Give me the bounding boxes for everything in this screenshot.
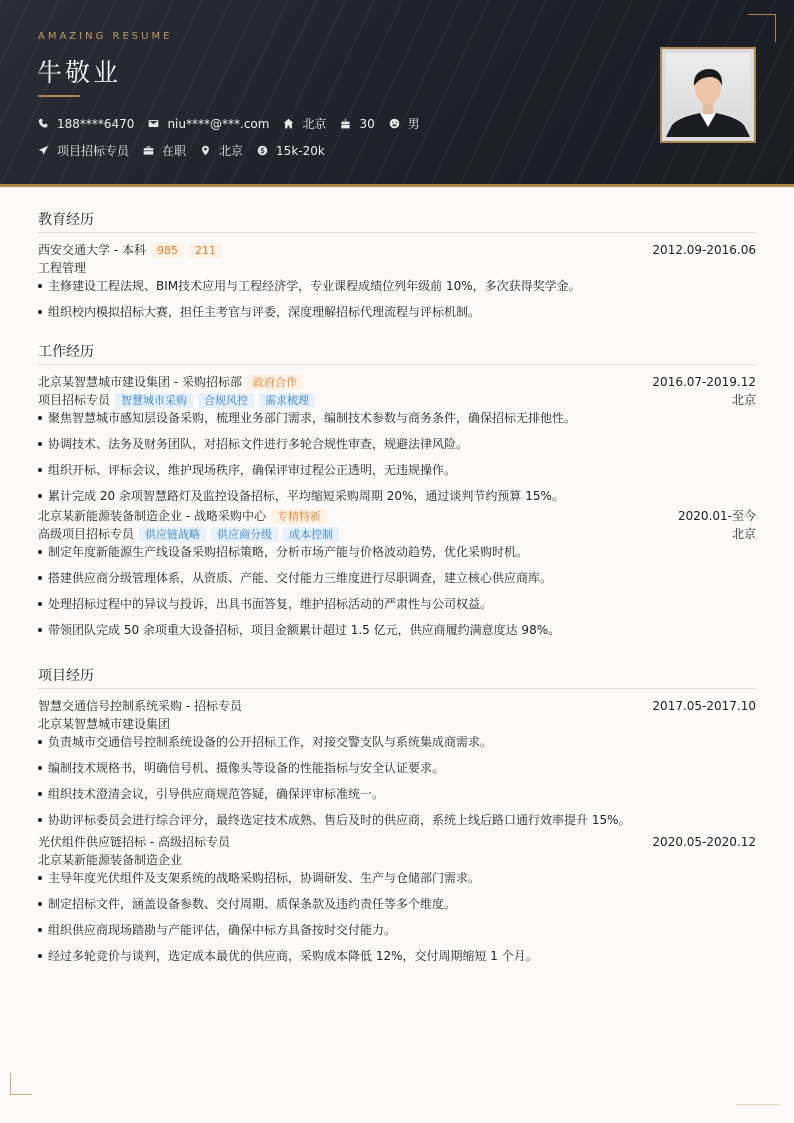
bullet-item: 搭建供应商分级管理体系，从资质、产能、交付能力三维度进行尽职调查，建立核心供应商库。 bbox=[38, 569, 756, 595]
residence-info bbox=[283, 115, 326, 132]
project-bullets bbox=[38, 733, 756, 829]
work-entry bbox=[38, 373, 756, 505]
bullet-item: 聚焦智慧城市感知层设备采购，梳理业务部门需求，编制技术参数与商务条件，确保招标无排他性。 bbox=[38, 409, 756, 435]
project-entry bbox=[38, 833, 756, 973]
major: 工程管理 bbox=[38, 261, 87, 275]
phone-icon bbox=[38, 118, 49, 129]
bullet-item: 制定年度新能源生产线设备采购招标策略，分析市场产能与价格波动趋势，优化采购时机。 bbox=[38, 543, 756, 569]
footer-ornament-line bbox=[736, 1104, 780, 1105]
location-icon bbox=[200, 145, 211, 156]
name-underline bbox=[38, 95, 80, 97]
bullet-item: 组织开标、评标会议，维护现场秩序，确保评审过程公正透明，无违规操作。 bbox=[38, 461, 756, 487]
email-info bbox=[148, 117, 269, 131]
project-org-row bbox=[38, 851, 756, 869]
header-divider bbox=[0, 184, 794, 187]
project-entry bbox=[38, 697, 756, 829]
candidate-name: 牛敬业 bbox=[37, 58, 122, 87]
position-info bbox=[38, 142, 129, 159]
role-tag: 合规风控 bbox=[198, 393, 254, 408]
work-bullets bbox=[38, 409, 756, 505]
status-info bbox=[143, 142, 186, 159]
bullet-item: 协助评标委员会进行综合评分，最终选定技术成熟、售后及时的供应商，系统上线后路口通行效率提升 15%。 bbox=[38, 811, 756, 829]
project-name: 光伏组件供应链招标 - 高级招标专员 bbox=[38, 835, 230, 849]
role-tag: 供应链战略 bbox=[139, 527, 206, 542]
bullet-item: 组织供应商现场踏勘与产能评估，确保中标方具备按时交付能力。 bbox=[38, 921, 756, 947]
school-name: 西安交通大学 - 本科 bbox=[38, 243, 146, 257]
school-row bbox=[38, 241, 756, 259]
residence-text: 北京 bbox=[302, 117, 327, 131]
bullet-item: 带领团队完成 50 余项重大设备招标，项目金额累计超过 1.5 亿元，供应商履约满意度达 98%。 bbox=[38, 621, 756, 647]
education-date: 2012.09-2016.06 bbox=[652, 243, 756, 257]
section-title: 教育经历 bbox=[38, 213, 756, 233]
age-info bbox=[340, 117, 374, 131]
project-row bbox=[38, 697, 756, 715]
money-icon bbox=[257, 145, 268, 156]
work-section bbox=[38, 345, 756, 647]
profile-photo bbox=[666, 53, 750, 137]
role-tag: 智慧城市采购 bbox=[115, 393, 193, 408]
work-date: 2016.07-2019.12 bbox=[652, 375, 756, 389]
project-date: 2020.05-2020.12 bbox=[652, 835, 756, 849]
role-tag: 成本控制 bbox=[283, 527, 339, 542]
bullet-item: 累计完成 20 余项智慧路灯及监控设备招标，平均缩短采购周期 20%，通过谈判节约预算 15%。 bbox=[38, 487, 756, 505]
send-icon bbox=[38, 145, 49, 156]
section-title: 项目经历 bbox=[38, 669, 756, 689]
company-name: 北京某智慧城市建设集团 - 采购招标部 bbox=[38, 375, 242, 389]
email-text: niu****@***.com bbox=[167, 116, 270, 131]
home-icon bbox=[283, 118, 294, 129]
bullet-item: 制定招标文件，涵盖设备参数、交付周期、质保条款及违约责任等多个维度。 bbox=[38, 895, 756, 921]
tagline: AMAZING RESUME bbox=[38, 31, 173, 42]
project-row bbox=[38, 833, 756, 851]
bullet-item: 主修建设工程法规、BIM技术应用与工程经济学，专业课程成绩位列年级前 10%，多次获得奖学金。 bbox=[38, 277, 756, 303]
company-name: 北京某新能源装备制造企业 - 战略采购中心 bbox=[38, 509, 266, 523]
work-entry bbox=[38, 507, 756, 647]
project-date: 2017.05-2017.10 bbox=[652, 699, 756, 713]
work-date: 2020.01-至今 bbox=[678, 509, 756, 523]
corner-ornament-top-right bbox=[748, 14, 776, 42]
status-text: 在职 bbox=[162, 144, 187, 158]
resume-header bbox=[0, 0, 794, 184]
project-org: 北京某新能源装备制造企业 bbox=[38, 853, 183, 867]
profile-photo-frame bbox=[660, 47, 756, 143]
salary-text: 15k-20k bbox=[276, 143, 325, 158]
company-row bbox=[38, 373, 756, 391]
role-name: 高级项目招标专员 bbox=[38, 527, 135, 541]
education-entry bbox=[38, 241, 756, 329]
role-row bbox=[38, 525, 756, 543]
bullet-item: 处理招标过程中的异议与投诉，出具书面答复，维护招标活动的严肃性与公司权益。 bbox=[38, 595, 756, 621]
city-info bbox=[200, 142, 243, 159]
bullet-item: 主导年度光伏组件及支架系统的战略采购招标，协调研发、生产与仓储部门需求。 bbox=[38, 869, 756, 895]
education-section bbox=[38, 213, 756, 329]
gender-info bbox=[389, 115, 420, 132]
company-tag: 政府合作 bbox=[247, 375, 303, 390]
work-city: 北京 bbox=[731, 527, 756, 541]
education-bullets bbox=[38, 277, 756, 329]
smile-icon bbox=[389, 118, 400, 129]
project-bullets bbox=[38, 869, 756, 973]
work-bullets bbox=[38, 543, 756, 647]
gender-text: 男 bbox=[407, 117, 420, 131]
role-tag: 需求梳理 bbox=[259, 393, 315, 408]
role-row bbox=[38, 391, 756, 409]
phone-info bbox=[38, 117, 134, 131]
job-intent-row bbox=[38, 142, 339, 159]
bullet-item: 编制技术规格书，明确信号机、摄像头等设备的性能指标与安全认证要求。 bbox=[38, 759, 756, 785]
bullet-item: 组织校内模拟招标大赛，担任主考官与评委，深度理解招标代理流程与评标机制。 bbox=[38, 303, 756, 329]
age-text: 30 bbox=[359, 116, 375, 131]
position-text: 项目招标专员 bbox=[57, 144, 130, 158]
role-name: 项目招标专员 bbox=[38, 393, 111, 407]
project-name: 智慧交通信号控制系统采购 - 招标专员 bbox=[38, 699, 242, 713]
salary-info bbox=[257, 144, 325, 158]
mail-icon bbox=[148, 118, 159, 129]
contact-row bbox=[38, 115, 434, 132]
work-city: 北京 bbox=[731, 393, 756, 407]
corner-ornament-bottom-left bbox=[10, 1073, 32, 1095]
project-org-row bbox=[38, 715, 756, 733]
major-row bbox=[38, 259, 756, 277]
bullet-item: 负责城市交通信号控制系统设备的公开招标工作，对接交警支队与系统集成商需求。 bbox=[38, 733, 756, 759]
bullet-item: 协调技术、法务及财务团队，对招标文件进行多轮合规性审查，规避法律风险。 bbox=[38, 435, 756, 461]
school-tag: 985 bbox=[151, 243, 184, 258]
bullet-item: 经过多轮竞价与谈判，选定成本最优的供应商，采购成本降低 12%，交付周期缩短 1 个月。 bbox=[38, 947, 756, 973]
role-tag: 供应商分级 bbox=[211, 527, 278, 542]
city-text: 北京 bbox=[219, 144, 244, 158]
company-row bbox=[38, 507, 756, 525]
bullet-item: 组织技术澄清会议，引导供应商规范答疑，确保评审标准统一。 bbox=[38, 785, 756, 811]
briefcase-icon bbox=[143, 145, 154, 156]
company-tag: 专精特新 bbox=[271, 509, 327, 524]
section-title: 工作经历 bbox=[38, 345, 756, 365]
cake-icon bbox=[340, 118, 351, 129]
projects-section bbox=[38, 669, 756, 973]
phone-text: 188****6470 bbox=[57, 116, 135, 131]
school-tag: 211 bbox=[189, 243, 222, 258]
project-org: 北京某智慧城市建设集团 bbox=[38, 717, 171, 731]
